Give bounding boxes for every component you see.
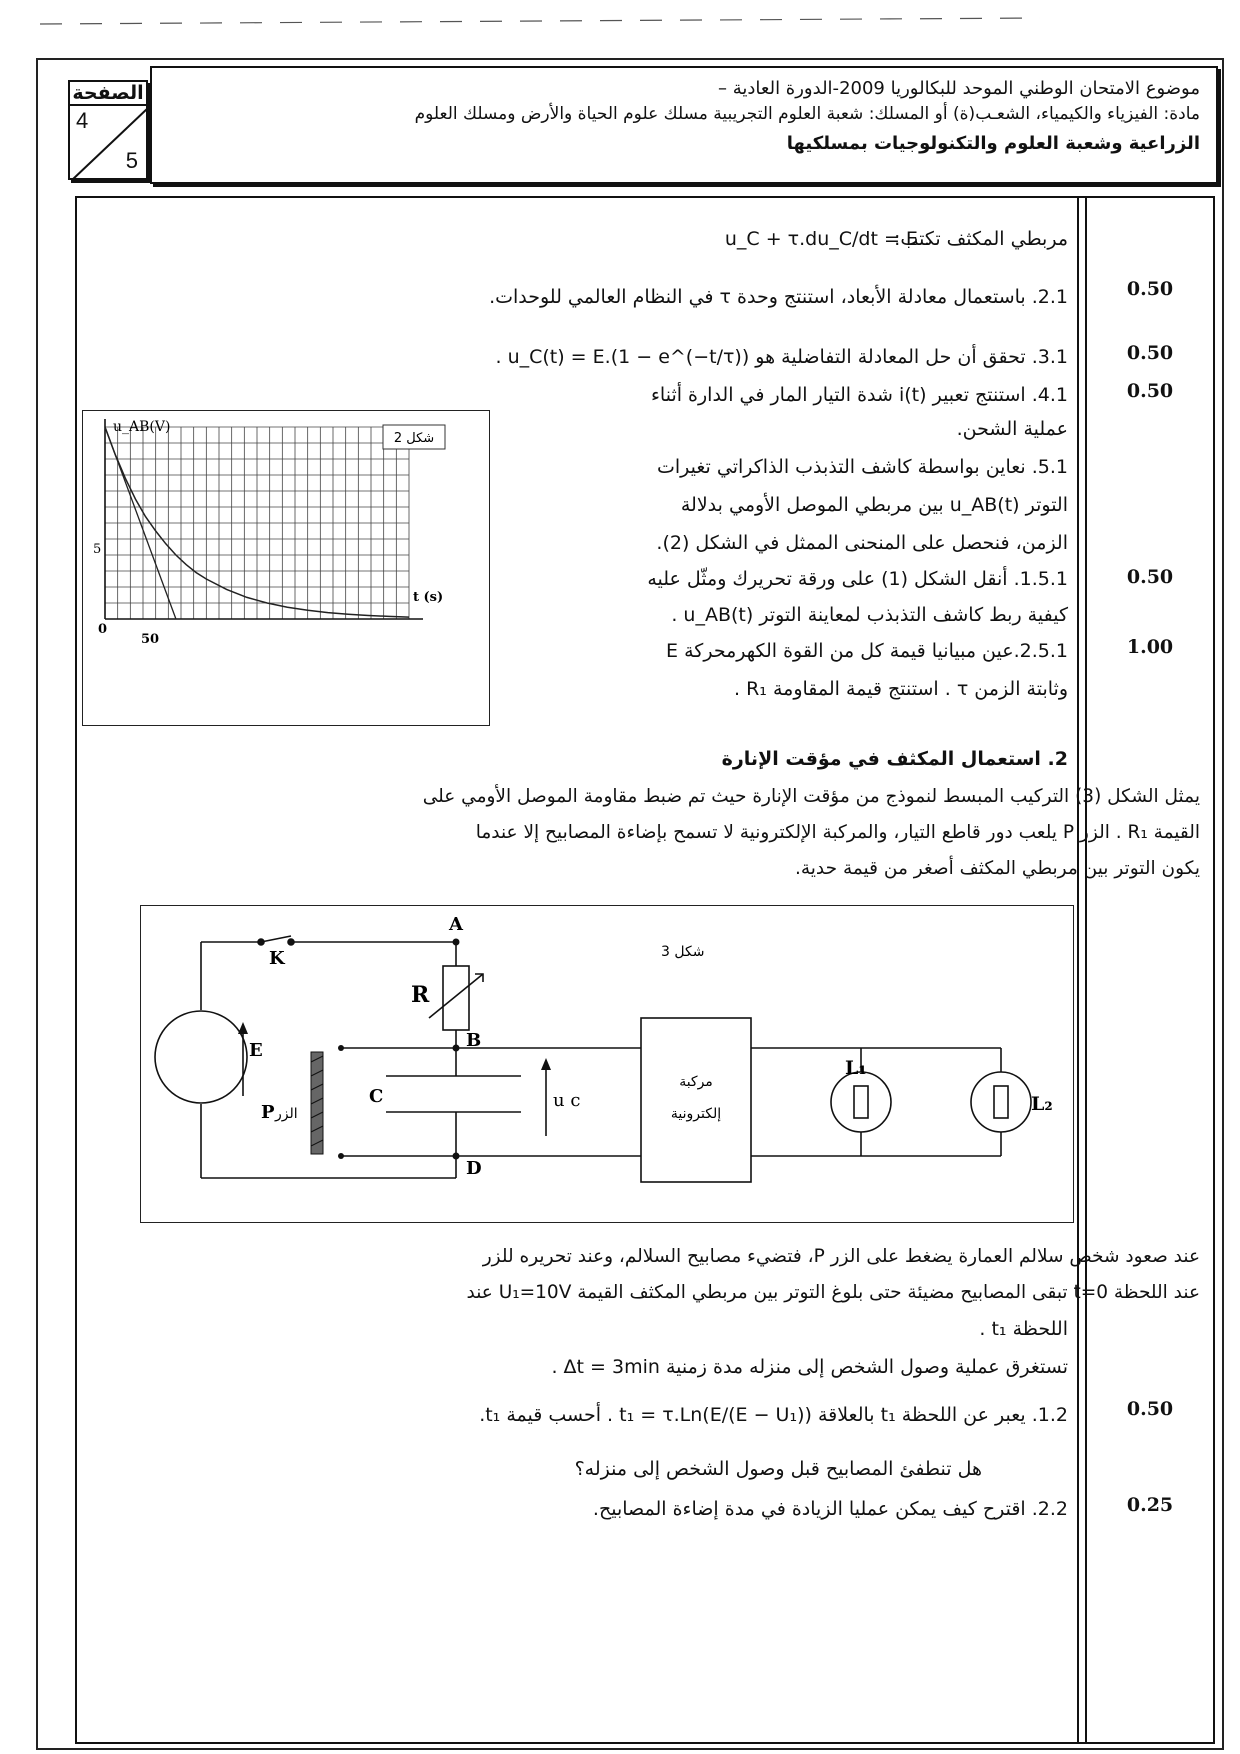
score-3-1: 0.50 [1126,342,1174,364]
origin-label: 0 [98,622,108,637]
question-2-2: 2.2. اقترح كيف يمكن عمليا الزيادة في مدة إضاءة المصابيح. [592,1498,1068,1520]
capacitor-c-label: C [369,1086,384,1107]
exam-branch: الزراعية وشعبة العلوم والتكنولوجيات بمسلكيها [786,133,1200,154]
score-2-5-1: 1.00 [1126,636,1174,658]
figure-3-label: شكل 3 [661,944,705,960]
score-2-1: 0.50 [1126,278,1174,300]
chart-axes [105,419,423,619]
section-2-title: 2. استعمال المكثف في مؤقت الإنارة [721,748,1068,770]
figure-2-chart [83,411,491,727]
module-label-line2: إلكترونية [670,1106,722,1122]
figure-2-box [82,410,490,726]
question-5-1-line2: التوتر u_AB(t) بين مربطي الموصل الأومي بدلالة [680,494,1068,516]
intro-text: مربطي المكثف تكتب: [894,228,1068,250]
after-para-line2: عند اللحظة t=0 تبقى المصابيح مضيئة حتى بلوغ التوتر بين مربطي المكثف القيمة U₁=10V عند [466,1282,1200,1303]
x-tick-50: 50 [141,632,160,647]
score-column-divider [1077,196,1079,1744]
circuit-diagram [141,906,1075,1224]
after-para-line1: عند صعود شخص سلالم العمارة يضغط على الزر P، فتضيء مصابيح السلالم، وعند تحريره للزر [482,1246,1200,1267]
question-4-1-line2: عملية الشحن. [956,418,1068,440]
node-d-label: D [466,1158,482,1179]
page-number-box [68,80,148,180]
section-2-para-line2: القيمة R₁ . الزر P يلعب دور قاطع التيار، والمركبة الإلكترونية لا تسمح بإضاءة المصابيح إلا عندما [475,822,1200,843]
lamp-l2-label: L₂ [1031,1093,1053,1115]
resistor-r-label: R [411,982,430,1008]
button-caption: الزر [275,1106,298,1122]
exam-title: موضوع الامتحان الوطني الموحد للبكالوريا 2009-الدورة العادية – [718,78,1200,99]
question-2-5-1-line2: وثابتة الزمن τ . استنتج قيمة المقاومة R₁ . [734,678,1068,700]
after-para-line4: تستغرق عملية وصول الشخص إلى منزله مدة زمنية Δt = 3min . [551,1356,1068,1378]
question-5-1-line3: الزمن، فنحصل على المنحنى الممثل في الشكل (2). [656,532,1068,554]
lamp-l1-label: L₁ [845,1057,867,1079]
top-dashed-line [40,12,1040,32]
question-1-2-line2: هل تنطفئ المصابيح قبل وصول الشخص إلى منزله؟ [574,1458,982,1480]
question-4-1-line1: 4.1. استنتج تعبير i(t) شدة التيار المار في الدارة أثناء [650,384,1068,406]
figure-3-circuit [140,905,1074,1223]
exam-subject: مادة: الفيزياء والكيمياء، الشعـب(ة) أو المسلك: شعبة العلوم التجريبية مسلك علوم الحياة والأرض ومسلك العلوم [414,104,1200,124]
y-axis-label: u_AB(V) [113,419,171,435]
score-1-2: 0.50 [1126,1398,1174,1420]
section-2-para-line1: يمثل الشكل (3) التركيب المبسط لنموذج من مؤقت الإنارة حيث تم ضبط مقاومة الموصل الأومي على [422,786,1200,807]
score-4-1: 0.50 [1126,380,1174,402]
switch-k-label: K [269,948,285,969]
page-number: 4 [76,108,89,133]
figure-2-label: شكل 2 [393,431,435,446]
module-label-line1: مركبة [679,1074,713,1090]
x-axis-label: t (s) [413,590,444,605]
question-5-1-line1: 5.1. نعاين بواسطة كاشف التذبذب الذاكراتي تغيرات [657,456,1068,478]
source-e-label: E [249,1040,263,1061]
after-para-line3: اللحظة t₁ . [979,1318,1068,1340]
question-1-5-1-line1: 1.5.1. أنقل الشكل (1) على ورقة تحريرك ومثّل عليه [647,568,1068,590]
y-tick-5: 5 [93,542,102,557]
question-2-5-1-line1: 2.5.1.عين مبيانيا قيمة كل من القوة الكهرمحركة E [666,640,1068,662]
page-total: 5 [125,148,138,173]
score-1-5-1: 0.50 [1126,566,1174,588]
question-2-1: 2.1. باستعمال معادلة الأبعاد، استنتج وحدة τ في النظام العالمي للوحدات. [489,286,1068,308]
question-1-5-1-line2: كيفية ربط كاشف التذبذب لمعاينة التوتر u_AB(t) . [671,604,1068,626]
score-2-2: 0.25 [1126,1494,1174,1516]
question-1-2: 1.2. يعبر عن اللحظة t₁ بالعلاقة t₁ = τ.Ln(E/(E − U₁)) . أحسب قيمة t₁. [479,1404,1068,1426]
node-b-label: B [466,1030,482,1051]
score-column-divider-2 [1085,196,1087,1744]
intro-equation: u_C + τ.du_C/dt = E . [724,228,930,250]
node-a-label: A [449,914,463,935]
button-p-label: P [261,1102,275,1123]
page-label: الصفحة [70,82,146,106]
section-2-para-line3: يكون التوتر بين مربطي المكثف أصغر من قيمة حدية. [794,858,1200,879]
question-3-1: 3.1. تحقق أن حل المعادلة التفاضلية هو u_C(t) = E.(1 − e^(−t/τ)) . [495,346,1068,368]
uc-label: u c [553,1090,581,1111]
